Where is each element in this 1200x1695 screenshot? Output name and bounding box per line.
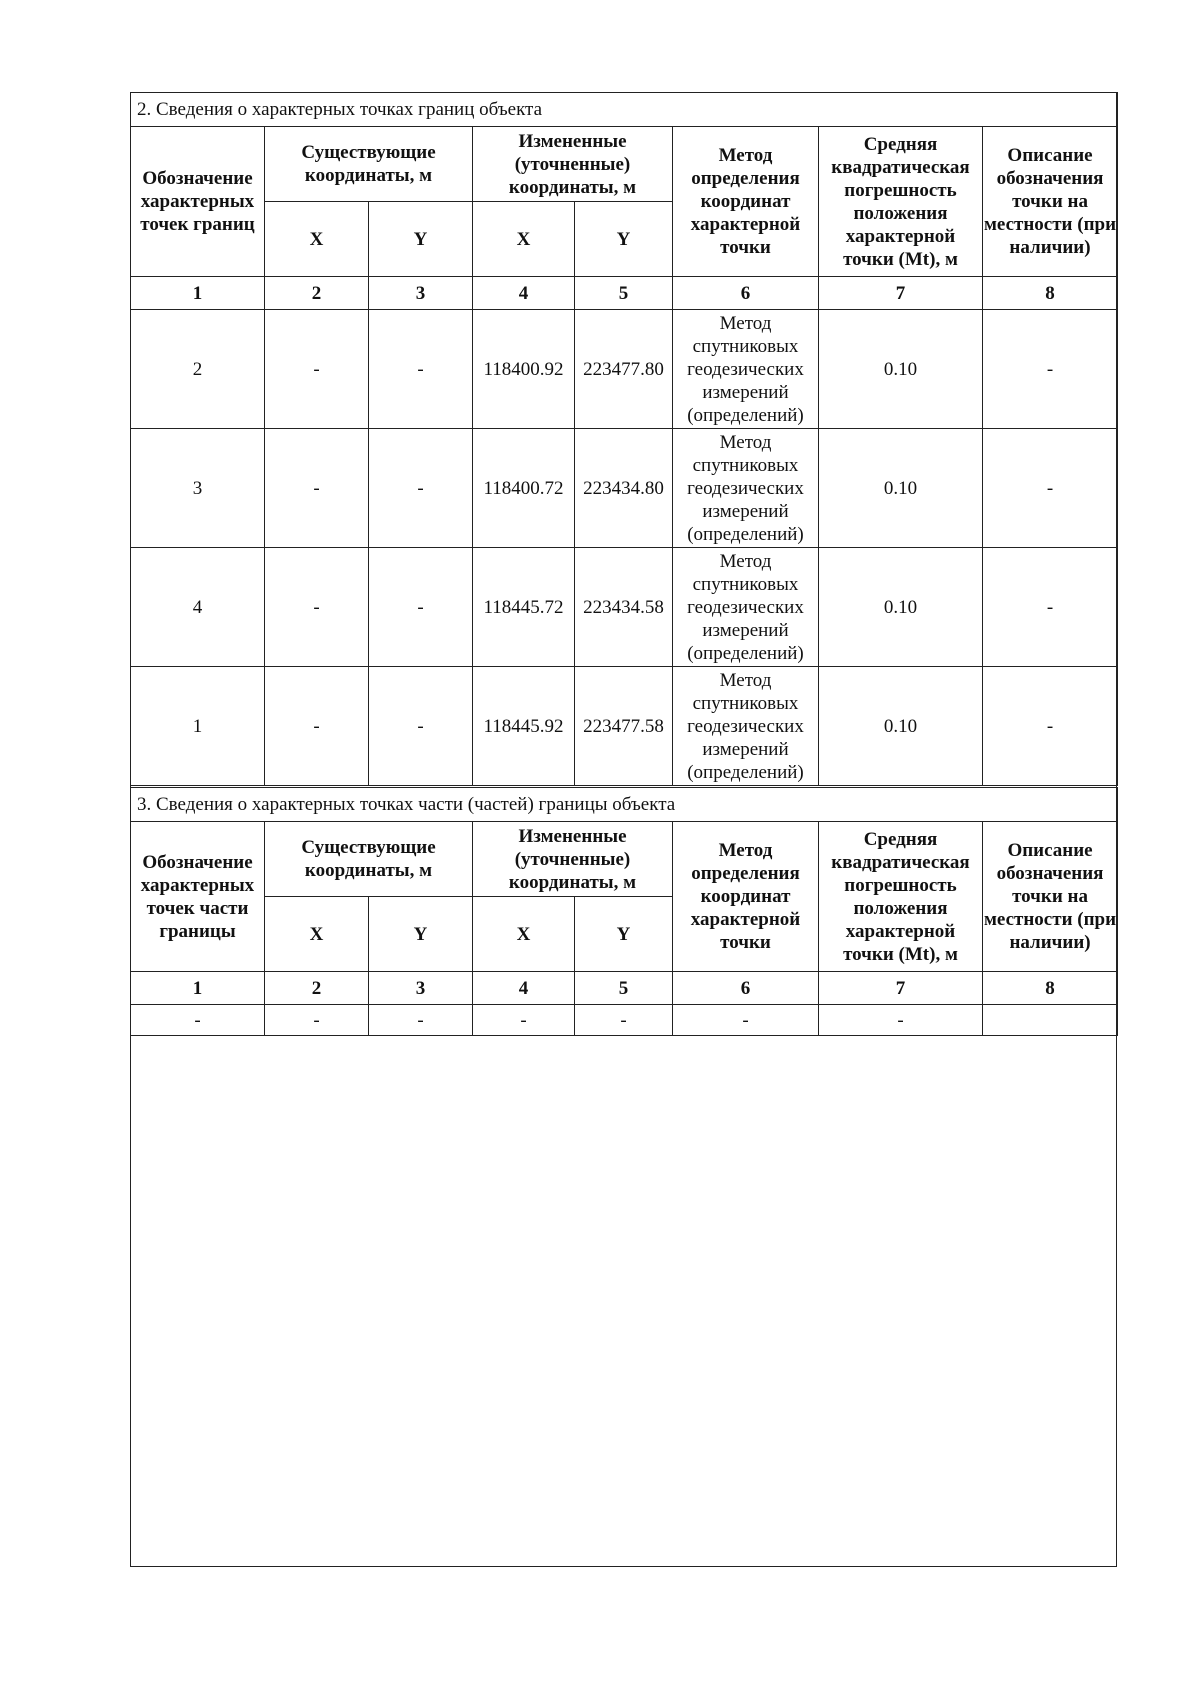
column-number: 1 <box>131 972 265 1005</box>
header-designation: Обозначение характерных точек части границы <box>131 822 265 972</box>
section3-table <box>130 787 1118 1036</box>
point-id: 1 <box>131 667 265 786</box>
header-existing: Существующие координаты, м <box>265 127 473 202</box>
column-number: 5 <box>575 277 673 310</box>
changed-y: 223434.58 <box>575 548 673 667</box>
changed-x: 118445.92 <box>473 667 575 786</box>
header-changed-x: X <box>473 202 575 277</box>
column-number: 8 <box>983 972 1118 1005</box>
column-number: 3 <box>369 277 473 310</box>
existing-x: - <box>265 548 369 667</box>
existing-y: - <box>369 667 473 786</box>
mt-error: 0.10 <box>819 667 983 786</box>
column-number: 1 <box>131 277 265 310</box>
point-id: 2 <box>131 310 265 429</box>
method: Метод спутниковых геодезических измерений (определений) <box>673 667 819 786</box>
changed-y: 223434.80 <box>575 429 673 548</box>
column-number: 2 <box>265 972 369 1005</box>
header-changed-x: X <box>473 897 575 972</box>
column-number: 5 <box>575 972 673 1005</box>
section2-table <box>130 92 1118 786</box>
changed-y: - <box>575 1005 673 1036</box>
header-description: Описание обозначения точки на местности (при наличии) <box>983 127 1118 277</box>
table-row <box>131 548 1118 667</box>
column-number: 2 <box>265 277 369 310</box>
point-id: - <box>131 1005 265 1036</box>
column-number: 7 <box>819 972 983 1005</box>
header-changed: Измененные (уточненные) координаты, м <box>473 822 673 897</box>
existing-x: - <box>265 1005 369 1036</box>
point-id: 3 <box>131 429 265 548</box>
column-number: 6 <box>673 277 819 310</box>
changed-y: 223477.80 <box>575 310 673 429</box>
point-description: - <box>983 429 1118 548</box>
column-number-row <box>131 972 1118 1005</box>
changed-x: - <box>473 1005 575 1036</box>
column-number: 8 <box>983 277 1118 310</box>
table-row <box>131 429 1118 548</box>
column-number: 3 <box>369 972 473 1005</box>
changed-x: 118445.72 <box>473 548 575 667</box>
changed-y: 223477.58 <box>575 667 673 786</box>
table-row <box>131 1005 1118 1036</box>
mt-error: 0.10 <box>819 548 983 667</box>
existing-x: - <box>265 310 369 429</box>
header-method: Метод определения координат характерной точки <box>673 822 819 972</box>
point-description: - <box>983 548 1118 667</box>
point-description <box>983 1005 1118 1036</box>
column-number: 4 <box>473 972 575 1005</box>
existing-y: - <box>369 429 473 548</box>
column-number: 4 <box>473 277 575 310</box>
method: - <box>673 1005 819 1036</box>
header-existing-x: X <box>265 202 369 277</box>
header-changed-y: Y <box>575 202 673 277</box>
method: Метод спутниковых геодезических измерений (определений) <box>673 310 819 429</box>
changed-x: 118400.72 <box>473 429 575 548</box>
existing-y: - <box>369 310 473 429</box>
header-method: Метод определения координат характерной точки <box>673 127 819 277</box>
changed-x: 118400.92 <box>473 310 575 429</box>
point-description: - <box>983 310 1118 429</box>
header-designation: Обозначение характерных точек границ <box>131 127 265 277</box>
existing-y: - <box>369 548 473 667</box>
table-row <box>131 310 1118 429</box>
header-existing-y: Y <box>369 897 473 972</box>
header-existing-y: Y <box>369 202 473 277</box>
header-changed: Измененные (уточненные) координаты, м <box>473 127 673 202</box>
point-id: 4 <box>131 548 265 667</box>
header-existing: Существующие координаты, м <box>265 822 473 897</box>
existing-y: - <box>369 1005 473 1036</box>
header-description: Описание обозначения точки на местности (при наличии) <box>983 822 1118 972</box>
section3-title: 3. Сведения о характерных точках части (частей) границы объекта <box>131 788 1118 822</box>
mt-error: - <box>819 1005 983 1036</box>
method: Метод спутниковых геодезических измерений (определений) <box>673 548 819 667</box>
method: Метод спутниковых геодезических измерений (определений) <box>673 429 819 548</box>
column-number: 6 <box>673 972 819 1005</box>
header-error: Средняя квадратическая погрешность положения характерной точки (Mt), м <box>819 822 983 972</box>
mt-error: 0.10 <box>819 310 983 429</box>
point-description: - <box>983 667 1118 786</box>
existing-x: - <box>265 429 369 548</box>
header-changed-y: Y <box>575 897 673 972</box>
header-existing-x: X <box>265 897 369 972</box>
column-number: 7 <box>819 277 983 310</box>
mt-error: 0.10 <box>819 429 983 548</box>
table-row <box>131 667 1118 786</box>
section2-title: 2. Сведения о характерных точках границ объекта <box>131 93 1118 127</box>
header-error: Средняя квадратическая погрешность положения характерной точки (Mt), м <box>819 127 983 277</box>
column-number-row <box>131 277 1118 310</box>
existing-x: - <box>265 667 369 786</box>
